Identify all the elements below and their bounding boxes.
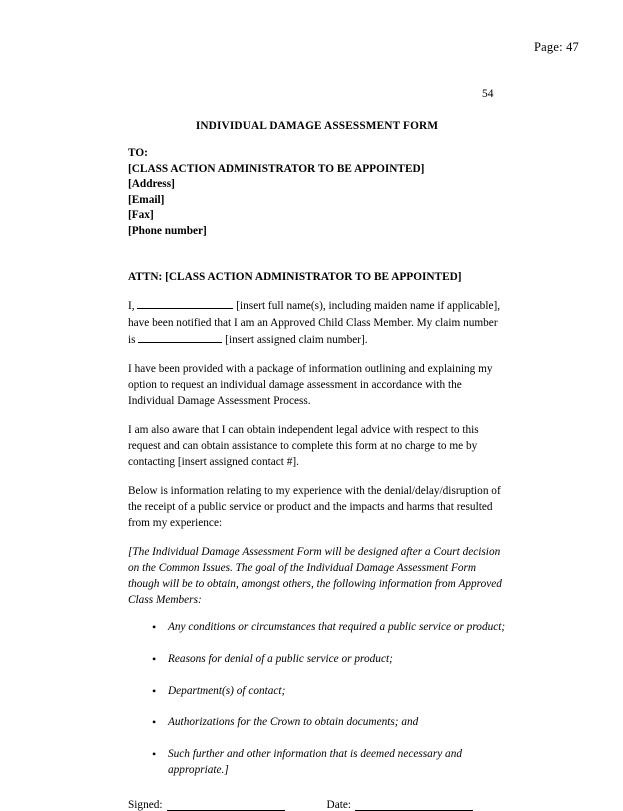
address-line-administrator: [CLASS ACTION ADMINISTRATOR TO BE APPOINTED] — [128, 162, 425, 175]
list-item: • Authorizations for the Crown to obtain documents; and — [128, 715, 506, 731]
paragraph-experience-intro: Below is information relating to my experience with the denial/delay/disruption of the receipt of a public service or product and the impacts and harms that resulted from my experience: — [128, 484, 501, 529]
list-item: • Reasons for denial of a public service or product; — [128, 652, 506, 668]
date-label: Date: — [326, 798, 351, 811]
signature-row — [128, 799, 506, 811]
paragraph-design-note: [The Individual Damage Assessment Form will be designed after a Court decision on the Common Issues. The goal of the Individual Damage Assessment Form though will be to obtain, amongst others, the following information from Approved Class Members: — [128, 545, 502, 606]
document-number: 54 — [482, 88, 494, 100]
address-line-address: [Address] — [128, 178, 175, 191]
claim-number-blank[interactable] — [138, 331, 222, 343]
to-label: TO: — [128, 147, 148, 159]
paragraph-package-info: I have been provided with a package of information outlining and explaining my option to request an individual damage assessment in accordance with the Individual Damage Assessment Process. — [128, 362, 493, 407]
page-label: Page: 47 — [534, 40, 579, 54]
list-item: • Department(s) of contact; — [128, 684, 506, 700]
paragraph-legal-advice: I am also aware that I can obtain independent legal advice with respect to this request and can obtain assistance to complete this form at no charge to me by contacting [insert assigned contact #]. — [128, 423, 479, 468]
address-line-phone: [Phone number] — [128, 224, 207, 237]
address-line-email: [Email] — [128, 193, 165, 206]
attention-line: ATTN: [CLASS ACTION ADMINISTRATOR TO BE APPOINTED] — [128, 271, 462, 284]
para1-text-middle: [insert full name(s), including maiden name if applicable], have been notified that I am an Approved Child Class Member. My claim number is — [128, 300, 501, 346]
document-body — [128, 120, 506, 811]
paragraph-identification — [128, 297, 506, 347]
information-bullet-list — [128, 620, 506, 779]
full-name-blank[interactable] — [137, 297, 233, 309]
para1-text-end: [insert assigned claim number]. — [222, 333, 368, 346]
date-field[interactable] — [355, 799, 473, 811]
list-item: • Any conditions or circumstances that required a public service or product; — [128, 620, 506, 636]
recipient-block — [128, 146, 506, 239]
signature-field[interactable] — [167, 799, 285, 811]
list-item: • Such further and other information that is deemed necessary and appropriate.] — [128, 747, 506, 779]
para1-text-start: I, — [128, 300, 138, 313]
signed-label: Signed: — [128, 798, 163, 811]
document-title: INDIVIDUAL DAMAGE ASSESSMENT FORM — [195, 120, 439, 132]
address-line-fax: [Fax] — [128, 209, 154, 222]
